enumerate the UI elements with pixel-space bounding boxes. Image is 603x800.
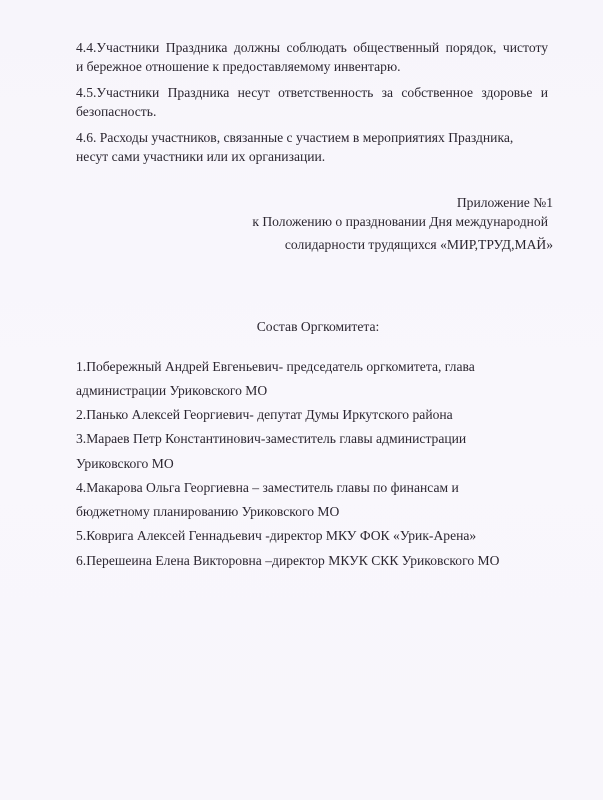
appendix-subtitle-line-2: солидарности трудящихся «МИР,ТРУД,МАЙ» <box>284 237 553 252</box>
committee-member-5-line-1: 5.Коврига Алексей Геннадьевич -директор МКУ ФОК «Урик-Арена» <box>76 528 477 543</box>
clause-4-6-line-2: несут сами участники или их организации. <box>76 149 326 164</box>
clause-4-6-line-1: 4.6. Расходы участников, связанные с участием в мероприятиях Праздника, <box>76 130 514 145</box>
committee-member-1-line-1: 1.Побережный Андрей Евгеньевич- председатель оргкомитета, глава <box>76 359 475 374</box>
clause-4-5-line-2: безопасность. <box>76 104 157 119</box>
committee-member-6-line-1: 6.Перешеина Елена Викторовна –директор МКУК СКК Уриковского МО <box>76 553 500 568</box>
appendix-subtitle-line-1: к Положению о праздновании Дня международной <box>252 214 548 229</box>
committee-member-4-line-2: бюджетному планированию Уриковского МО <box>76 504 340 519</box>
clause-4-5-line-1: 4.5.Участники Праздника несут ответственность за собственное здоровье и <box>76 85 548 100</box>
clause-4-4-line-1: 4.4.Участники Праздника должны соблюдать общественный порядок, чистоту <box>76 40 548 55</box>
committee-member-1-line-2: администрации Уриковского МО <box>76 383 268 398</box>
committee-member-3-line-2: Уриковского МО <box>76 456 174 471</box>
committee-member-4-line-1: 4.Макарова Ольга Георгиевна – заместитель главы по финансам и <box>76 480 459 495</box>
committee-member-3-line-1: 3.Мараев Петр Константинович-заместитель главы администрации <box>76 431 467 446</box>
clause-4-4-line-2: и бережное отношение к предоставляемому инвентарю. <box>76 59 401 74</box>
committee-heading: Состав Оргкомитета: <box>256 319 380 334</box>
committee-member-2-line-1: 2.Панько Алексей Георгиевич- депутат Думы Иркутского района <box>76 407 453 422</box>
appendix-title: Приложение №1 <box>456 195 553 210</box>
